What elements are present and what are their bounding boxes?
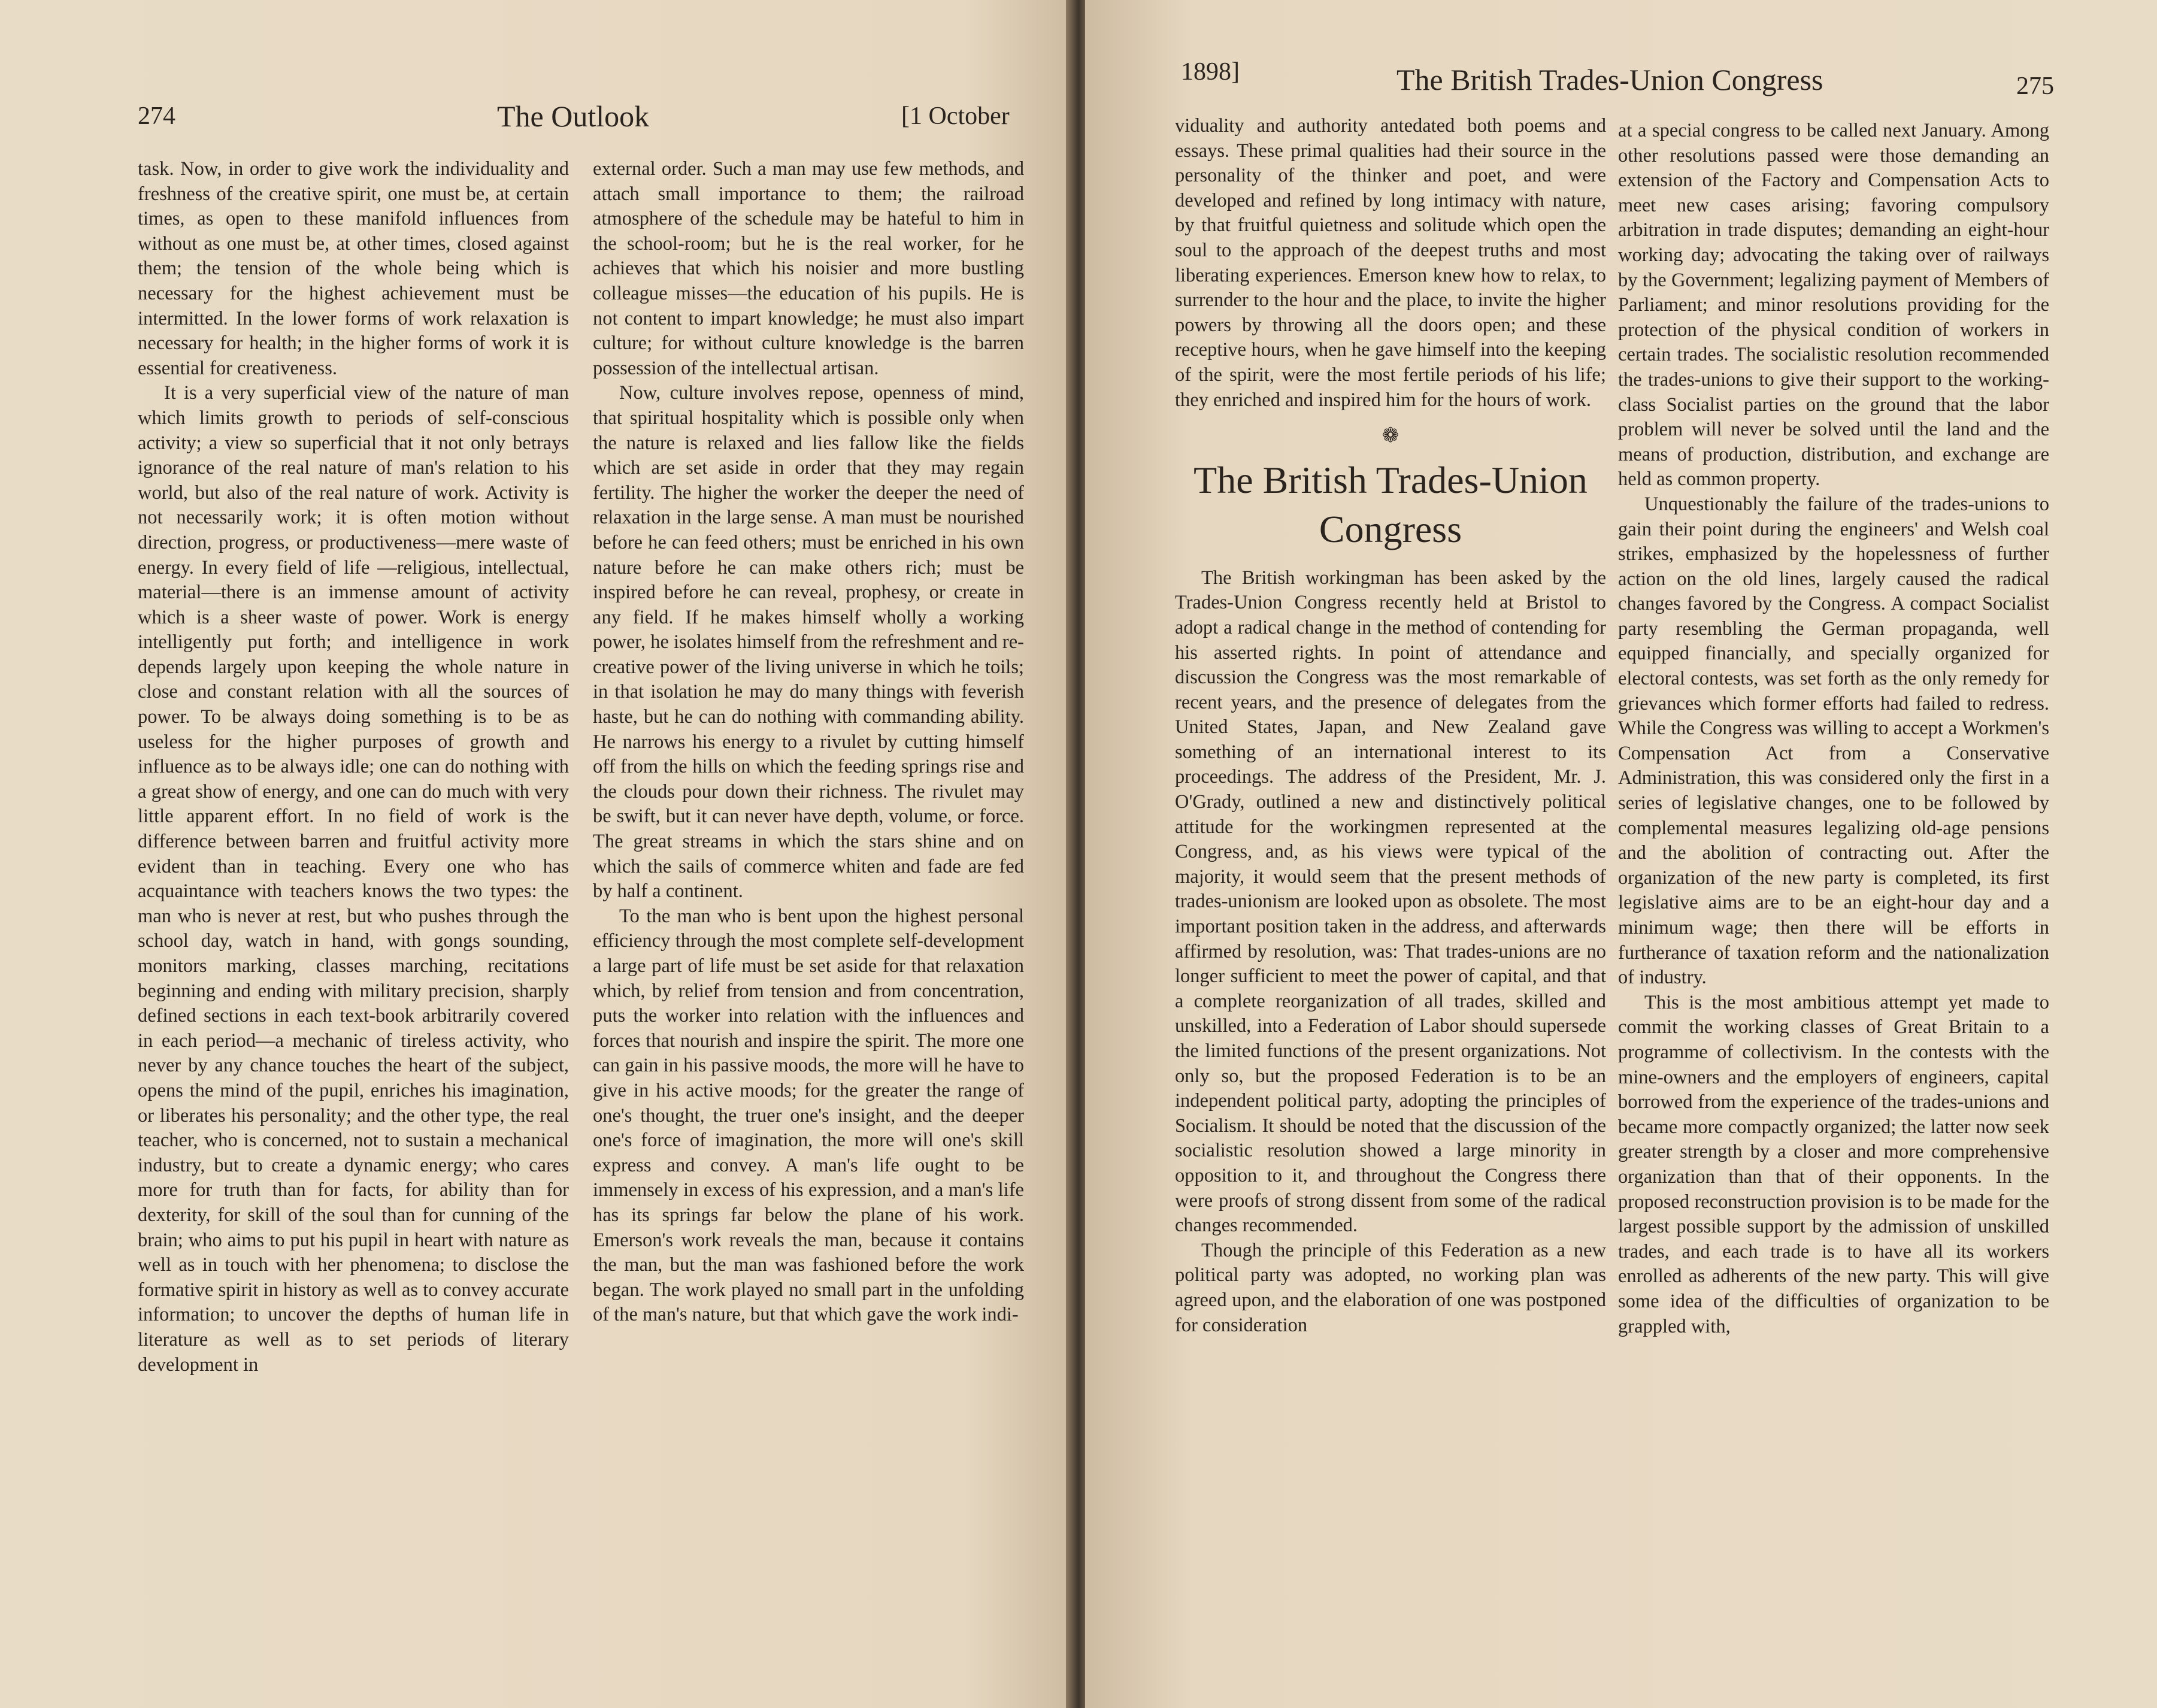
- paragraph: The British workingman has been asked by the Trades-Union Congress recently held at Bristol to adopt a radical change in the method of contending for his asserted rights. In point of attendance and discussion the Congress was the most remarkable of recent years, and the presence of delegates from the United States, Japan, and New Zealand gave something of an international interest to its proceedings. The address of the President, Mr. J. O'Grady, outlined a new and distinctively political attitude for the workingmen represented at the Congress, and, as his views were typical of the majority, it would seem that the present methods of trades-unionism are looked upon as obsolete. The most important position taken in the address, and afterwards affirmed by resolution, was: That trades-unions are no longer sufficient to meet the power of capital, and that a complete reorganization of all trades, skilled and unskilled, into a Federation of Labor should supersede the limited functions of the present organizations. Not only so, but the proposed Federation is to be an independent political party, adopting the principles of Socialism. It should be noted that the discussion of the socialistic resolution showed a large minority in opposition to it, and throughout the Congress there were proofs of strong dissent from some of the radical changes recommended.: [1175, 567, 1606, 1237]
- paragraph: Though the principle of this Federation as a new political party was adopted, no working plan was agreed upon, and the elaboration of one was postponed for consideration: [1175, 1239, 1606, 1336]
- article-title: [1175, 456, 1606, 554]
- right-column-1: [1175, 114, 1606, 1338]
- running-title-left: The Outlook: [497, 99, 650, 133]
- section-ornament: ❁: [1382, 425, 1399, 447]
- running-title-right: The British Trades-Union Congress: [1396, 63, 1823, 96]
- paragraph: external order. Such a man may use few methods, and attach small importance to them; the railroad atmosphere of the schedule may be hateful to him in the school-room; but he is the real worker, for he achieves that which his noisier and more bustling colleague misses—the education of his pupils. He is not content to impart knowledge; he must also impart culture; for without culture knowledge is the barren possession of the intellectual artisan.: [593, 158, 1024, 379]
- right-page: [1085, 0, 2157, 1708]
- paragraph: This is the most ambitious attempt yet made to commit the working classes of Great Britain to a programme of collectivism. In the contests with the mine-owners and the employers of engineers, capital borrowed from the experience of the trades-unions and became more compactly organized; the latter now seek greater strength by a closer and more comprehensive organization than that of their opponents. In the proposed reconstruction provision is to be made for the largest possible support by the admission of unskilled trades, and each trade is to have all its workers enrolled as adherents of the new party. This will give some idea of the difficulties of organization to be grappled with,: [1618, 991, 2049, 1337]
- running-date: [1 October: [901, 102, 1010, 130]
- page-number-left: 274: [138, 102, 175, 130]
- page-number-right: 275: [2016, 72, 2054, 100]
- left-column-2: [593, 157, 1024, 1328]
- paragraph: Now, culture involves repose, openness of mind, that spiritual hospitality which is possible only when the nature is relaxed and lies fallow like the fields which are set aside in order that they may regain fertility. The higher the worker the deeper the need of relaxation in the large sense. A man must be nourished before he can feed others; must be enriched in his own nature before he can make others rich; must be inspired before he can reveal, prophesy, or create in any field. If he makes himself wholly a working power, he isolates himself from the refreshment and re-creative power of the living universe in which he toils; in that isolation he may do many things with feverish haste, but he can do nothing with commanding ability. He narrows his energy to a rivulet by cutting himself off from the hills on which the feeding springs rise and the clouds pour down their richness. The rivulet may be swift, but it can never have depth, volume, or force. The great streams in which the stars shine and on which the sails of commerce whiten and fade are fed by half a continent.: [593, 382, 1024, 903]
- running-year: 1898]: [1181, 58, 1240, 86]
- left-column-1: [138, 157, 569, 1377]
- left-page: [0, 0, 1072, 1708]
- article-title-line: Congress: [1319, 507, 1462, 550]
- article-title-line: The British Trades-Union: [1193, 458, 1588, 501]
- paragraph: at a special congress to be called next January. Among other resolutions passed were those demanding an extension of the Factory and Compensation Acts to meet new cases arising; favoring compulsory arbitration in trade disputes; demanding an eight-hour working day; advocating the taking over of railways by the Government; legalizing payment of Members of Parliament; and minor resolutions providing for the protection of the physical condition of workers in certain trades. The socialistic resolution recommended the trades-unions to give their support to the working-class Socialist parties on the ground that the labor problem will never be solved until the land and the means of production, distribution, and exchange are held as common property.: [1618, 120, 2049, 490]
- paragraph: It is a very superficial view of the nature of man which limits growth to periods of self-conscious activity; a view so superficial that it not only betrays ignorance of the real nature of man's relation to his world, but also of the real nature of work. Activity is not necessarily work; it is often motion without direction, progress, or productiveness—mere waste of energy. In every field of life —religious, intellectual, material—there is an immense amount of activity which is a sheer waste of power. Work is energy intelligently put forth; and intelligence in work depends largely upon keeping the whole nature in close and constant relation with all the sources of power. To be always doing something is to be as useless for the higher purposes of growth and influence as to be always idle; one can do nothing with a great show of energy, and one can do much with very little apparent effort. In no field of work is the difference between barren and fruitful activity more evident than in teaching. Every one who has acquaintance with teachers knows the two types: the man who is never at rest, but who pushes through the school day, watch in hand, with gongs sounding, monitors marking, classes marching, recitations beginning and ending with military precision, sharply defined sections in each text-book arbitrarily covered in each period—a mechanic of tireless activity, who never by any chance touches the heart of the subject, opens the mind of the pupil, enriches his imagination, or liberates his personality; and the other type, the real teacher, who is concerned, not to sustain a mechanical industry, but to create a dynamic energy; who cares more for truth than for facts, for ability than for dexterity, for skill of the soul than for cunning of the brain; who aims to put his pupil in heart with nature as well as in touch with her phenomena; to disclose the formative spirit in history as well as to convey accurate information; to uncover the depths of human life in literature as well as to set periods of literary development in: [138, 382, 569, 1376]
- paragraph: To the man who is bent upon the highest personal efficiency through the most complete self-development a large part of life must be set aside for that relaxation which, by relief from tension and from concentration, puts the worker into relation with the influences and forces that nourish and inspire the spirit. The more one can gain in his passive moods, the more will he have to give in his active moods; for the greater the range of one's thought, the truer one's insight, and the deeper one's force of imagination, the more will one's skill express and convey. A man's life ought to be immensely in excess of his expression, and a man's life has its springs far below the plane of his work. Emerson's work reveals the man, because it contains the man, but the man was fashioned before the work began. The work played no small part in the unfolding of the man's nature, but that which gave the work indi-: [593, 905, 1024, 1326]
- right-column-2: [1618, 119, 2049, 1339]
- paragraph: viduality and authority antedated both poems and essays. These primal qualities had their source in the personality of the thinker and poet, and were developed and refined by long intimacy with nature, by that fruitful quietness and solitude which open the soul to the approach of the deepest truths and most liberating experiences. Emerson knew how to relax, to surrender to the hour and the place, to invite the higher powers by throwing all the doors open; and these receptive hours, when he gave himself into the keeping of the spirit, were the most fertile periods of his life; they enriched and inspired him for the hours of work.: [1175, 115, 1606, 411]
- paragraph: Unquestionably the failure of the trades-unions to gain their point during the engineers' and Welsh coal strikes, emphasized by the hopelessness of further action on the old lines, largely caused the radical changes favored by the Congress. A compact Socialist party resembling the German propaganda, well equipped financially, and specially organized for electoral contests, was set forth as the only remedy for grievances which former efforts had failed to redress. While the Congress was willing to accept a Workmen's Compensation Act from a Conservative Administration, this was considered only the first in a series of legislative changes, one to be followed by complemental measures legalizing old-age pensions and the abolition of contracting out. After the organization of the new party is completed, its first legislative aims are to be an eight-hour day and a minimum wage; then there will be efforts in furtherance of taxation reform and the nationalization of industry.: [1618, 493, 2049, 989]
- paragraph: task. Now, in order to give work the individuality and freshness of the creative spirit, one must be, at certain times, as open to these manifold influences from without as one must be, at other times, closed against them; the tension of the whole being which is necessary for the highest achievement must be intermitted. In the lower forms of work relaxation is necessary for health; in the higher forms of work it is essential for creativeness.: [138, 158, 569, 379]
